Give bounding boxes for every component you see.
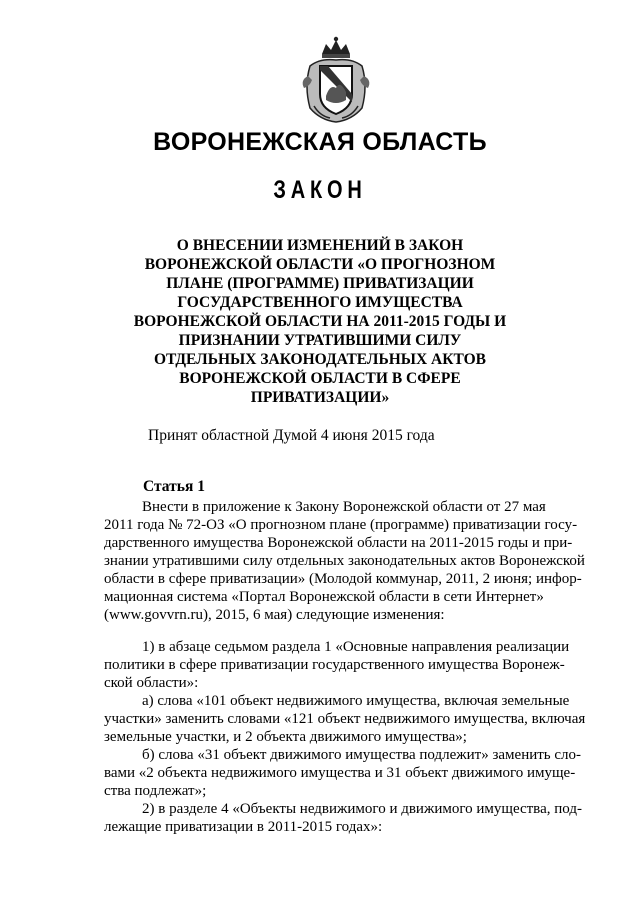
article-heading: Статья 1: [143, 478, 205, 495]
text-line: 1) в абзаце седьмом раздела 1 «Основные направления реализации: [142, 639, 570, 655]
law-title: [100, 236, 540, 407]
text-line: (www.govvrn.ru), 2015, 6 мая) следующие изменения:: [104, 607, 445, 623]
title-line: ВОРОНЕЖСКОЙ ОБЛАСТИ НА 2011-2015 ГОДЫ И: [133, 313, 507, 330]
title-line: ПЛАНЕ (ПРОГРАММЕ) ПРИВАТИЗАЦИИ: [166, 275, 474, 292]
text-line: вами «2 объекта недвижимого имущества и 31 объект движимого имуще-: [104, 765, 576, 781]
text-line: мационная система «Портал Воронежской области в сети Интернет»: [104, 589, 544, 605]
title-line: ОТДЕЛЬНЫХ ЗАКОНОДАТЕЛЬНЫХ АКТОВ: [153, 351, 487, 368]
text-line: б) слова «31 объект движимого имущества подлежит» заменить сло-: [142, 747, 582, 763]
text-line: ства подлежат»;: [104, 783, 207, 799]
text-line: а) слова «101 объект недвижимого имущества, включая земельные: [142, 693, 570, 709]
title-line: ВОРОНЕЖСКОЙ ОБЛАСТИ В СФЕРЕ: [179, 370, 461, 387]
text-line: области в сфере приватизации» (Молодой коммунар, 2011, 2 июня; инфор-: [104, 571, 582, 587]
body-paragraph: [104, 692, 600, 746]
text-line: знании утратившими силу отдельных законодательных актов Воронежской: [104, 553, 585, 569]
body-paragraph: [104, 746, 600, 800]
title-line: ГОСУДАРСТВЕННОГО ИМУЩЕСТВА: [177, 294, 463, 311]
text-line: Внести в приложение к Закону Воронежской области от 27 мая: [142, 499, 546, 515]
text-line: земельные участки, и 2 объекта движимого имущества»;: [104, 729, 467, 745]
text-line: дарственного имущества Воронежской области на 2011-2015 годы и при-: [104, 535, 573, 551]
title-line: ПРИЗНАНИИ УТРАТИВШИМИ СИЛУ: [178, 332, 462, 349]
text-line: лежащие приватизации в 2011-2015 годах»:: [104, 819, 383, 835]
body-paragraph: [104, 638, 600, 692]
text-line: 2) в разделе 4 «Объекты недвижимого и движимого имущества, под-: [142, 801, 582, 817]
title-line: О ВНЕСЕНИИ ИЗМЕНЕНИЙ В ЗАКОН: [176, 237, 464, 254]
body-paragraph: [104, 800, 600, 836]
text-line: участки» заменить словами «121 объект недвижимого имущества, включая: [104, 711, 586, 727]
region-heading: ВОРОНЕЖСКАЯ ОБЛАСТЬ: [153, 128, 487, 156]
adoption-date-line: Принят областной Думой 4 июня 2015 года: [148, 427, 435, 444]
body-paragraph: [104, 498, 600, 624]
text-line: 2011 года № 72-ОЗ «О прогнозном плане (программе) приватизации госу-: [104, 517, 578, 533]
title-line: ПРИВАТИЗАЦИИ»: [250, 389, 390, 406]
text-line: ской области»:: [104, 675, 199, 691]
text-line: политики в сфере приватизации государственного имущества Воронеж-: [104, 657, 565, 673]
coat-of-arms-emblem: [300, 36, 372, 124]
title-line: ВОРОНЕЖСКОЙ ОБЛАСТИ «О ПРОГНОЗНОМ: [144, 256, 496, 273]
document-type-heading: ЗАКОН: [273, 176, 367, 204]
